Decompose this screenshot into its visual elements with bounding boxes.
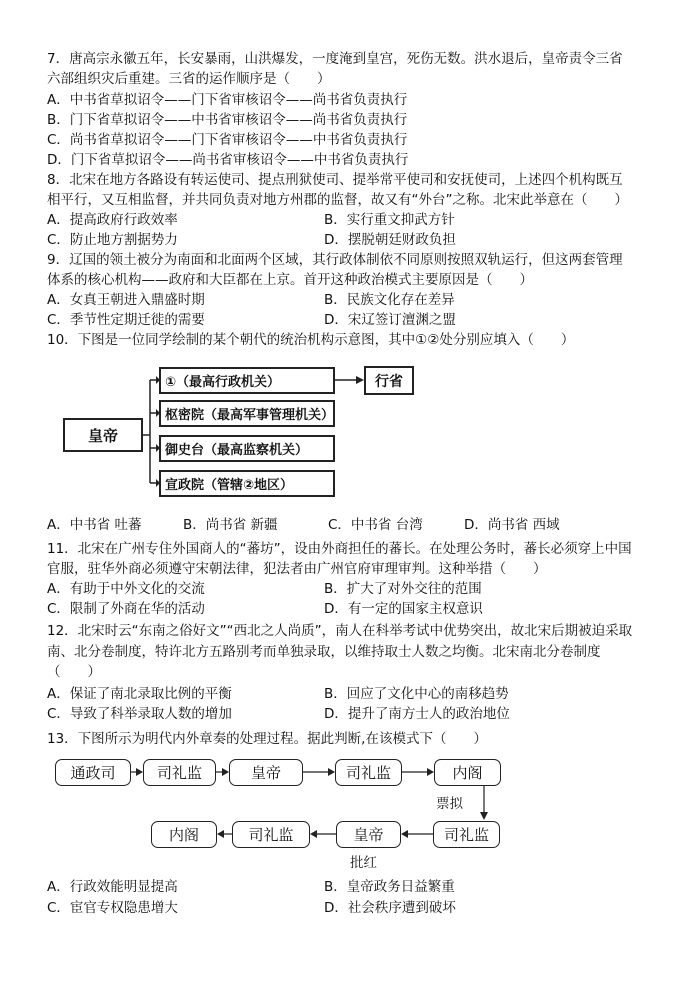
q12-option-a: A．保证了南北录取比例的平衡 — [47, 686, 232, 702]
q11-option-c: C．限制了外商在华的活动 — [47, 601, 205, 617]
q13-flow-silijian-3: 司礼监 — [232, 821, 310, 848]
q7-option-b: B．门下省草拟诏令——中书省审核诏令——尚书省负责执行 — [47, 112, 408, 128]
q10-box-yushitai: 御史台（最高监察机关） — [159, 435, 335, 462]
q10-option-a: A．中书省 吐蕃 — [47, 517, 142, 533]
q9-option-a: A．女真王朝进入鼎盛时期 — [47, 292, 205, 308]
q7-stem-line2: 六部组织灾后重建。三省的运作顺序是（ ） — [47, 71, 331, 87]
q13-flow-silijian-4: 司礼监 — [433, 821, 500, 848]
q7-option-d: D．门下省草拟诏令——尚书省审核诏令——中书省负责执行 — [47, 152, 409, 168]
q10-option-d: D．尚书省 西域 — [464, 517, 560, 533]
q12-stem-line1: 12．北宋时云“东南之俗好文”“西北之人尚质”，南人在科举考试中优势突出，故北宋后期被迫采取 — [47, 623, 633, 639]
q12-option-c: C．导致了科举录取人数的增加 — [47, 706, 232, 722]
q11-stem-line1: 11．北宋在广州专住外国商人的“蕃坊”，设由外商担任的蕃长。在处理公务时，蕃长必须穿上中国 — [47, 541, 632, 557]
q13-option-c: C．宦官专权隐患增大 — [47, 900, 178, 916]
q13-flow-silijian-2: 司礼监 — [335, 759, 402, 786]
q12-stem-line2: 南、北分卷制度，特许北方五路别考而单独录取，以维持取士人数之均衡。北宋南北分卷制度 — [47, 644, 601, 660]
q10-box-shumiyuan: 枢密院（最高军事管理机关） — [159, 400, 335, 427]
q13-flow-neige-1: 内阁 — [434, 759, 501, 786]
q12-stem-line3: （ ） — [47, 664, 101, 680]
q11-option-b: B．扩大了对外交往的范围 — [324, 581, 482, 597]
q13-flow-neige-2: 内阁 — [151, 821, 217, 848]
q8-option-d: D．摆脱朝廷财政负担 — [324, 232, 456, 248]
q13-flow-silijian-1: 司礼监 — [143, 759, 216, 786]
q13-flow-emperor-2: 皇帝 — [336, 821, 401, 848]
q10-box-xuanzhengyuan: 宣政院（管辖②地区） — [159, 470, 335, 497]
q13-label-pihong: 批红 — [350, 855, 377, 871]
q13-option-d: D．社会秩序遭到破坏 — [324, 900, 456, 916]
q8-stem-line2: 相平行，又互相监督，并共同负责对地方州郡的监督，故又有“外台”之称。北宋此举意在（ ） — [47, 192, 628, 208]
q12-option-d: D．提升了南方士人的政治地位 — [324, 706, 510, 722]
q13-flow-tongzhengsi: 通政司 — [55, 759, 131, 786]
q10-province-box: 行省 — [364, 366, 414, 395]
q10-option-b: B．尚书省 新疆 — [183, 517, 278, 533]
q8-option-c: C．防止地方割据势力 — [47, 232, 178, 248]
q13-flow-emperor-1: 皇帝 — [229, 759, 303, 786]
q12-option-b: B．回应了文化中心的南移趋势 — [324, 686, 509, 702]
q13-label-piaoni: 票拟 — [436, 796, 463, 812]
q8-stem-line1: 8．北宋在地方各路设有转运使司、提点刑狱使司、提举常平使司和安抚使司，上述四个机构既互 — [47, 172, 623, 188]
q10-stem: 10．下图是一位同学绘制的某个朝代的统治机构示意图，其中①②处分别应填入（ ） — [47, 332, 575, 348]
q8-option-a: A．提高政府行政效率 — [47, 212, 178, 228]
q7-option-c: C．尚书省草拟诏令——门下省审核诏令——中书省负责执行 — [47, 132, 408, 148]
q11-option-a: A．有助于中外文化的交流 — [47, 581, 205, 597]
q8-option-b: B．实行重文抑武方针 — [324, 212, 455, 228]
q10-box-supreme-admin: ①（最高行政机关） — [159, 367, 335, 394]
q9-stem-line1: 9．辽国的领土被分为南面和北面两个区域，其行政体制依不同原则按照双轨运行，但这两套管理 — [47, 252, 623, 268]
q11-stem-line2: 官服，驻华外商必须遵守宋朝法律，犯法者由广州官府审理审判。这种举措（ ） — [47, 561, 547, 577]
q10-emperor-box: 皇帝 — [63, 418, 143, 452]
q13-stem: 13．下图所示为明代内外章奏的处理过程。据此判断,在该模式下（ ） — [47, 731, 487, 747]
q7-option-a: A．中书省草拟诏令——门下省审核诏令——尚书省负责执行 — [47, 92, 408, 108]
q11-option-d: D．有一定的国家主权意识 — [324, 601, 483, 617]
q9-stem-line2: 体系的核心机构——政府和大臣都在上京。首开这种政治模式主要原因是（ ） — [47, 272, 533, 288]
q9-option-b: B．民族文化存在差异 — [324, 292, 455, 308]
q9-option-d: D．宋辽签订澶渊之盟 — [324, 312, 456, 328]
q10-option-c: C．中书省 台湾 — [328, 517, 423, 533]
q13-option-b: B．皇帝政务日益繁重 — [324, 879, 455, 895]
q7-stem-line1: 7．唐高宗永徽五年，长安暴雨，山洪爆发，一度淹到皇宫，死伤无数。洪水退后，皇帝责令三省 — [47, 51, 623, 67]
q9-option-c: C．季节性定期迁徙的需要 — [47, 312, 205, 328]
q13-option-a: A．行政效能明显提高 — [47, 879, 178, 895]
